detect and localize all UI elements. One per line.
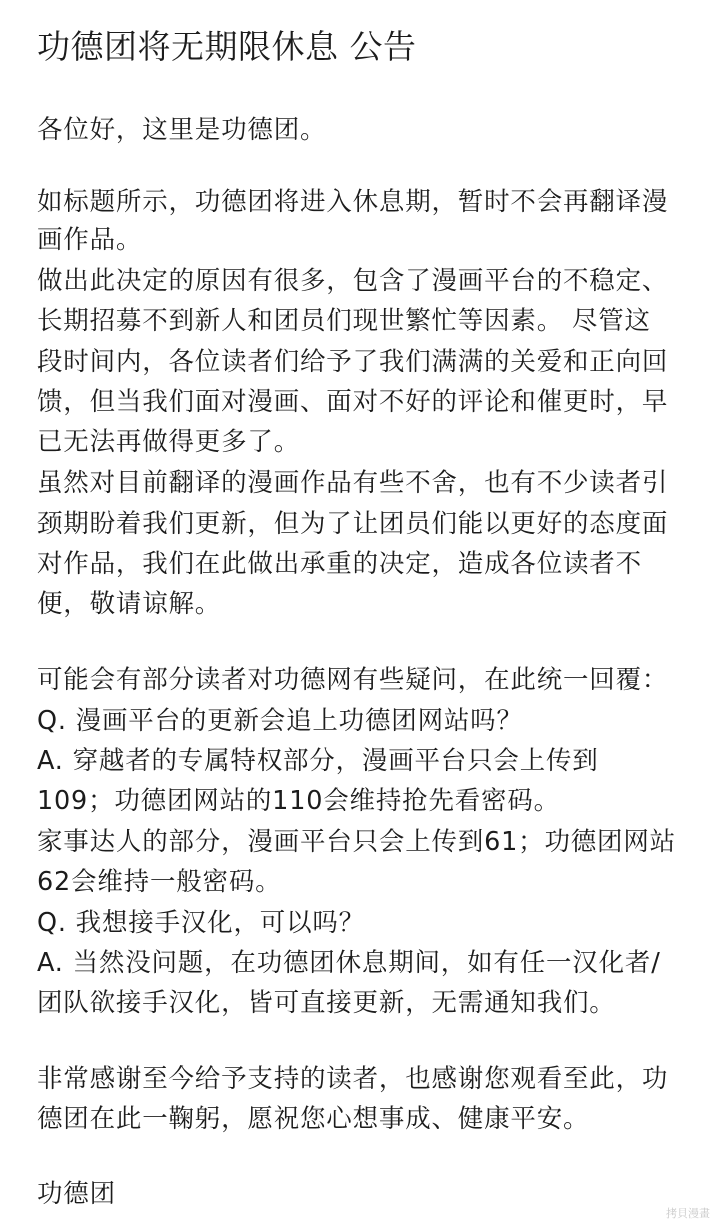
signature: 功德团 [37,1179,116,1209]
closing-line: 非常感谢至今给予支持的读者，也感谢您观看至此，功 [37,1064,669,1094]
paragraph-line: 做出此决定的原因有很多，包含了漫画平台的不稳定、 [37,266,669,296]
faq-answer-line: 团队欲接手汉化，皆可直接更新，无需通知我们。 [37,988,616,1018]
announcement-title: 功德团将无期限休息 公告 [37,27,417,66]
greeting-line: 各位好，这里是功德团。 [37,115,327,145]
faq-answer-line: 109；功德团网站的110会维持抢先看密码。 [37,786,560,816]
faq-question-line: Q. 我想接手汉化，可以吗？ [37,908,365,938]
paragraph-line: 便，敬请谅解。 [37,589,222,619]
faq-question-line: Q. 漫画平台的更新会追上功德团网站吗？ [37,706,523,736]
faq-intro-line: 可能会有部分读者对功德网有些疑问，在此统一回覆： [37,665,669,695]
paragraph-line: 已无法再做得更多了。 [37,427,301,457]
faq-answer-line: 62会维持一般密码。 [37,867,282,897]
paragraph-line: 如标题所示，功德团将进入休息期，暂时不会再翻译漫 [37,187,669,217]
paragraph-line: 画作品。 [37,225,143,255]
paragraph-line: 长期招募不到新人和团员们现世繁忙等因素。 尽管这 [37,306,651,336]
paragraph-line: 虽然对目前翻译的漫画作品有些不舍，也有不少读者引 [37,468,669,498]
watermark: 拷貝漫畫 [666,1207,710,1220]
faq-answer-line: A. 穿越者的专属特权部分，漫画平台只会上传到 [37,746,599,776]
paragraph-line: 颈期盼着我们更新，但为了让团员们能以更好的态度面 [37,509,669,539]
faq-answer-line: A. 当然没问题，在功德团休息期间，如有任一汉化者/ [37,948,661,978]
paragraph-line: 段时间内，各位读者们给予了我们满满的关爱和正向回 [37,347,669,377]
faq-answer-line: 家事达人的部分，漫画平台只会上传到61；功德团网站 [37,827,676,857]
closing-line: 德团在此一鞠躬，愿祝您心想事成、健康平安。 [37,1104,590,1134]
paragraph-line: 对作品，我们在此做出承重的决定，造成各位读者不 [37,549,642,579]
paragraph-line: 馈，但当我们面对漫画、面对不好的评论和催更时，早 [37,387,669,417]
